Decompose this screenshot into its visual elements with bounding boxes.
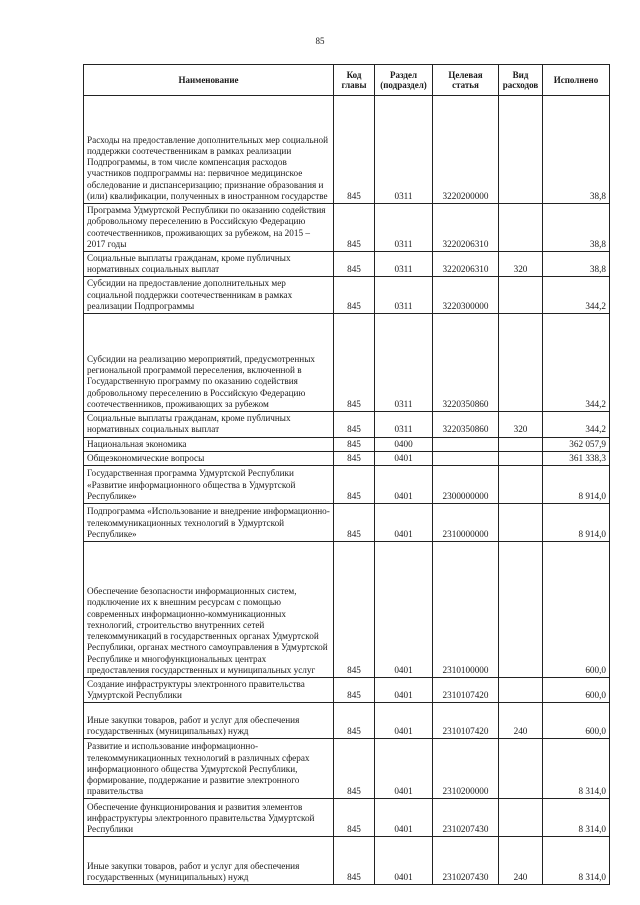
row-type-cell	[499, 739, 543, 799]
table-row	[84, 451, 610, 465]
row-type-cell	[499, 314, 543, 412]
row-section-cell: 0311	[375, 252, 433, 277]
row-type-cell	[499, 204, 543, 252]
row-done-cell: 344,2	[543, 277, 610, 314]
row-code-cell: 845	[334, 799, 375, 837]
row-done-cell: 38,8	[543, 204, 610, 252]
row-done-cell: 600,0	[543, 703, 610, 739]
row-article-cell: 3220200000	[433, 96, 499, 204]
row-code-cell: 845	[334, 252, 375, 277]
row-code-cell: 845	[334, 739, 375, 799]
row-code-cell: 845	[334, 503, 375, 541]
budget-execution-table	[83, 64, 610, 885]
table-row	[84, 465, 610, 503]
row-name-cell: Иные закупки товаров, работ и услуг для обеспечения государственных (муниципальных) нужд	[84, 703, 334, 739]
row-code-cell: 845	[334, 314, 375, 412]
row-code-cell: 845	[334, 451, 375, 465]
table-row	[84, 412, 610, 437]
row-type-cell	[499, 277, 543, 314]
table-row	[84, 799, 610, 837]
header-article: Целевая статья	[433, 65, 499, 96]
row-type-cell: 240	[499, 837, 543, 885]
table-header-row	[84, 65, 610, 96]
table-row	[84, 314, 610, 412]
row-type-cell	[499, 465, 543, 503]
row-done-cell: 8 914,0	[543, 465, 610, 503]
row-code-cell: 845	[334, 96, 375, 204]
row-done-cell: 361 338,3	[543, 451, 610, 465]
row-section-cell: 0401	[375, 451, 433, 465]
row-section-cell: 0311	[375, 96, 433, 204]
table-row	[84, 503, 610, 541]
row-done-cell: 8 314,0	[543, 837, 610, 885]
row-type-cell: 240	[499, 703, 543, 739]
row-code-cell: 845	[334, 703, 375, 739]
row-name-cell: Социальные выплаты гражданам, кроме публичных нормативных социальных выплат	[84, 412, 334, 437]
header-code: Код главы	[334, 65, 375, 96]
row-name-cell: Обеспечение безопасности информационных систем, подключение их к внешним ресурсам с помощью современных информационно-коммуникационных технологий, строительство внутренних сетей телекоммуникаций в государственных органах Удмуртской Республики, органах местного самоуправления в Удмуртской Республике и многофункциональных центрах предоставления государственных и муниципальных услуг	[84, 541, 334, 677]
row-article-cell: 3220350860	[433, 412, 499, 437]
table-row	[84, 739, 610, 799]
row-name-cell: Обеспечение функционирования и развития элементов инфраструктуры электронного правительства Удмуртской Республики	[84, 799, 334, 837]
row-name-cell: Подпрограмма «Использование и внедрение информационно-телекоммуникационных технологий в Удмуртской Республике»	[84, 503, 334, 541]
row-type-cell	[499, 503, 543, 541]
row-type-cell	[499, 437, 543, 451]
table-row	[84, 677, 610, 702]
row-name-cell: Государственная программа Удмуртской Республики «Развитие информационного общества в Удмуртской Республике»	[84, 465, 334, 503]
row-done-cell: 38,8	[543, 252, 610, 277]
row-name-cell: Программа Удмуртской Республики по оказанию содействия добровольному переселению в Российскую Федерацию соотечественников, проживающих за рубежом, на 2015 – 2017 годы	[84, 204, 334, 252]
row-section-cell: 0311	[375, 412, 433, 437]
row-name-cell: Общеэкономические вопросы	[84, 451, 334, 465]
row-type-cell	[499, 799, 543, 837]
row-article-cell: 2310207430	[433, 799, 499, 837]
header-done: Исполнено	[543, 65, 610, 96]
row-type-cell: 320	[499, 412, 543, 437]
row-name-cell: Создание инфраструктуры электронного правительства Удмуртской Республики	[84, 677, 334, 702]
row-article-cell	[433, 437, 499, 451]
row-code-cell: 845	[334, 465, 375, 503]
row-done-cell: 600,0	[543, 541, 610, 677]
table-row	[84, 541, 610, 677]
row-type-cell	[499, 677, 543, 702]
table-row	[84, 96, 610, 204]
header-type: Вид расходов	[499, 65, 543, 96]
row-section-cell: 0311	[375, 314, 433, 412]
row-article-cell	[433, 451, 499, 465]
row-name-cell: Социальные выплаты гражданам, кроме публичных нормативных социальных выплат	[84, 252, 334, 277]
row-section-cell: 0401	[375, 503, 433, 541]
row-code-cell: 845	[334, 277, 375, 314]
row-section-cell: 0401	[375, 541, 433, 677]
row-section-cell: 0401	[375, 837, 433, 885]
table-row	[84, 837, 610, 885]
header-section: Раздел (подраздел)	[375, 65, 433, 96]
table-row	[84, 703, 610, 739]
row-article-cell: 3220206310	[433, 204, 499, 252]
table-row	[84, 277, 610, 314]
row-done-cell: 38,8	[543, 96, 610, 204]
row-code-cell: 845	[334, 837, 375, 885]
row-done-cell: 600,0	[543, 677, 610, 702]
row-done-cell: 8 314,0	[543, 799, 610, 837]
row-article-cell: 3220350860	[433, 314, 499, 412]
row-code-cell: 845	[334, 412, 375, 437]
row-type-cell	[499, 96, 543, 204]
row-section-cell: 0400	[375, 437, 433, 451]
row-name-cell: Субсидии на предоставление дополнительных мер социальной поддержки соотечественникам в рамках реализации Подпрограммы	[84, 277, 334, 314]
row-article-cell: 2300000000	[433, 465, 499, 503]
row-article-cell: 2310207430	[433, 837, 499, 885]
row-name-cell: Иные закупки товаров, работ и услуг для обеспечения государственных (муниципальных) нужд	[84, 837, 334, 885]
row-code-cell: 845	[334, 541, 375, 677]
row-code-cell: 845	[334, 677, 375, 702]
row-type-cell	[499, 541, 543, 677]
row-name-cell: Субсидии на реализацию мероприятий, предусмотренных региональной программой переселения, включенной в Государственную программу по оказанию содействия добровольному переселению в Российскую Федерацию соотечественников, проживающих за рубежом	[84, 314, 334, 412]
header-name: Наименование	[84, 65, 334, 96]
row-done-cell: 344,2	[543, 412, 610, 437]
row-name-cell: Расходы на предоставление дополнительных мер социальной поддержки соотечественникам в рамках реализации Подпрограммы, в том числе компенсация расходов участников подпрограммы на: первичное медицинское обследование и диспансеризацию; признание образования и (или) квалификации, полученных в иностранном государстве	[84, 96, 334, 204]
row-article-cell: 3220206310	[433, 252, 499, 277]
row-section-cell: 0401	[375, 465, 433, 503]
row-article-cell: 2310100000	[433, 541, 499, 677]
row-code-cell: 845	[334, 204, 375, 252]
row-done-cell: 8 914,0	[543, 503, 610, 541]
row-article-cell: 2310000000	[433, 503, 499, 541]
row-name-cell: Национальная экономика	[84, 437, 334, 451]
table-row	[84, 252, 610, 277]
row-done-cell: 8 314,0	[543, 739, 610, 799]
table-row	[84, 437, 610, 451]
row-article-cell: 2310107420	[433, 677, 499, 702]
row-type-cell	[499, 451, 543, 465]
row-article-cell: 2310200000	[433, 739, 499, 799]
table-row	[84, 204, 610, 252]
row-section-cell: 0401	[375, 677, 433, 702]
row-done-cell: 344,2	[543, 314, 610, 412]
row-article-cell: 2310107420	[433, 703, 499, 739]
row-article-cell: 3220300000	[433, 277, 499, 314]
row-type-cell: 320	[499, 252, 543, 277]
row-section-cell: 0311	[375, 277, 433, 314]
row-done-cell: 362 057,9	[543, 437, 610, 451]
row-name-cell: Развитие и использование информационно-телекоммуникационных технологий в различных сферах информационного общества Удмуртской Республики, формирование, поддержание и развитие электронного правительства	[84, 739, 334, 799]
row-section-cell: 0401	[375, 703, 433, 739]
table-body	[84, 96, 610, 885]
row-code-cell: 845	[334, 437, 375, 451]
row-section-cell: 0401	[375, 739, 433, 799]
row-section-cell: 0311	[375, 204, 433, 252]
row-section-cell: 0401	[375, 799, 433, 837]
page-number: 85	[315, 36, 325, 46]
